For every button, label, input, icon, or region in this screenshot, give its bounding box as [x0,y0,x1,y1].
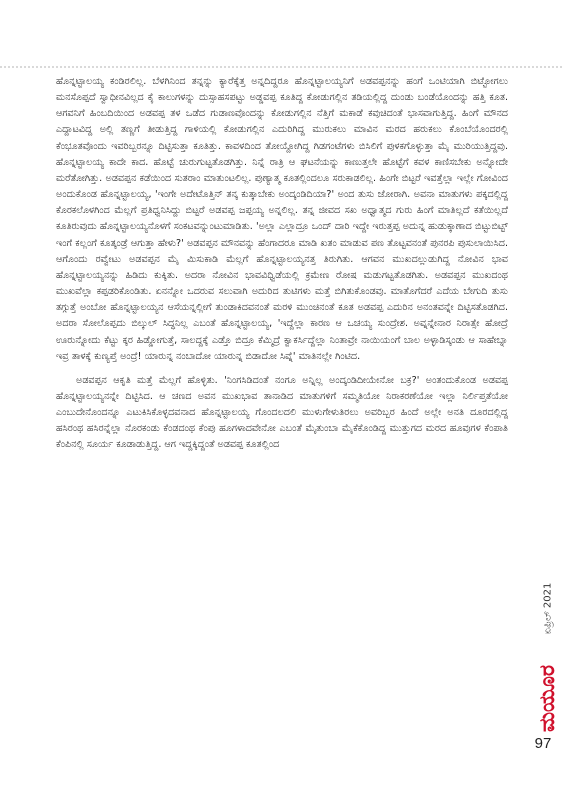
issue-date-text: ಏಪ್ರಿಲ್ 2021 [542,582,553,634]
magazine-logo [533,658,562,738]
paragraph-gap [56,365,508,373]
article-body [56,74,508,734]
magazine-logo-text: ಮಯೂರ [535,664,559,732]
page-number: 97 [534,735,552,752]
issue-date [533,560,562,656]
article-paragraph: ಹೊನ್ನಟ್ಟಾಲಯ್ಯ ಕಂಡಿರಲಿಲ್ಲ. ಬೆಳಗಿನಿಂದ ತನ್ನನ್ನು ಕ್ಯಾರೆಕ್ಕೆತ್ತ ಅನ್ನದಿದ್ದರೂ ಹೊನ್ನಟ್ಟಾಲಯ್ಯನಿಗೆ ಅಡವಪ್ಪನನ್ನು ಹಂಗೆ ಒಂಟಿಯಾಗಿ ಬಿಟ್ಟೋಗಲು ಮನಸೊಪ್ಪದೆ ಸ್ವಾಧೀನವಿಲ್ಲದ ಕೈ ಕಾಲುಗಳನ್ನು ದುಸ್ಸಾಹಸಪಟ್ಟು ಅಡ್ಡವಪ್ಪ ಕೂತಿದ್ದ ಕೋಡುಗಲ್ಲಿನ ತಡಿಯಲ್ಲಿದ್ದ ದುಂಡು ಬಂಡೆಯೊಂದನ್ನು ಹತ್ತಿ ಕೂತ. ಆಗವನಿಗೆ ಹಿಂಬದಿಯಿಂದ ಅಡವಪ್ಪ ತಳ ಒಡೆದ ಗುಡಾಣವೊಂದನ್ನು ಕೋಡುಗಲ್ಲಿನ ನೆತ್ತಿಗೆ ಮಕಾಡೆ ಕವುಚಿದಂತೆ ಭಾಸವಾಗುತ್ತಿದ್ದ. ಹಿಂಗೆ ಮೌನದ ಎದ್ದಾಟವಿದ್ದ ಅಲ್ಲಿ ತಣ್ಣಗೆ ತೀಡುತ್ತಿದ್ದ ಗಾಳಿಯಲ್ಲಿ ಕೋಡುಗಲ್ಲಿನ ಎದುರಿಗಿದ್ದ ಮುರುಕಲು ಮಾವಿನ ಮರದ ಹರುಕಲು ಕೊಂಬೆಯೊಂದರಲ್ಲಿ ಕೆಂಭೂತವೊಂದು ಇವರಿಬ್ಬರನ್ನೂ ದಿಟ್ಟಿಸುತ್ತಾ ಕೂತಿತ್ತು. ಕಾವಳದಿಂದ ತೋಯ್ದೋಗಿದ್ದ ಗಿಡಗಂಟೆಗಳು ಬಿಸಿಲಿಗೆ ಪುಳಕಗೊಳ್ಳುತ್ತಾ ಮೈ ಮುರಿಯುತ್ತಿದ್ದವು. ಹೊನ್ನಟ್ಟಾಲಯ್ಯ ಕಾದೇ ಕಾದ. ಹೊಟ್ಟೆ ಚುರುಗುಟ್ಟತೊಡಗಿತ್ತು. ನಿನ್ನೆ ರಾತ್ರಿ ಆ ಘಟನೆಯನ್ನು ಕಾಣುತ್ತಲೇ ಹೊಟ್ಟೆಗೆ ಕವಳ ಕಾಣಿಸಬೇಕು ಅನ್ನೋದೇ ಮರೆತೋಗಿತ್ತು. ಅಡವಪ್ಪನ ಕಡೆಯಿಂದ ಸುತರಾಂ ಮಾತುಂಟಲಿಲ್ಲ. ಪುಣ್ಯಾತ್ಮ ಕೂತಲ್ಲಿಂದಲೂ ಸರುಕಾಡಲಿಲ್ಲ. ಹಿಂಗೇ ಬಿಟ್ಟರೆ ಇವತ್ತೆಲ್ಲಾ ಇಲ್ಲೇ ಗೋವಿಂದ ಅಂದುಕೊಂಡ ಹೊನ್ನಟ್ಟಾಲಯ್ಯ, 'ಇಂಗೇ ಅದೇಟೊತ್ತಿನ್ ತನ್ಕ ಕುತ್ಕಾಬೇಕು ಅಂದ್ಕಂಡಿದಿಯಾ?' ಅಂದ ತುಸು ಜೋರಾಗಿ. ಅವನಾ ಮಾತುಗಳು ಪಕ್ಕದಲ್ಲಿದ್ದ ಕೊರಕಲೊಳಗಿಂದ ಮೆಲ್ಲಗೆ ಪ್ರತಿಧ್ವನಿಸಿದ್ದು ಬಿಟ್ಟರೆ ಅಡವಪ್ಪ ಜಪ್ಪಯ್ಯ ಅನ್ನಲಿಲ್ಲ. ತನ್ನ ಜೀವದ ಸಖ ಅಧ್ವಾತ್ಮದ ಗುರು ಹಿಂಗೆ ಮಾತಿಲ್ಲದೆ ಕತೆಯಿಲ್ಲದೆ ಕೂತಿರುವುದು ಹೊನ್ನಟ್ಟಾಲಯ್ಯನೊಳಗೆ ಸಂಕಟವನ್ನುಂಟುಮಾಡಿತು. 'ಅಲ್ಲಾ ಎಲ್ಲಾದ್ರೂ ಒಂದ್ ದಾರಿ ಇದ್ದೇ ಇರುತ್ತಪ್ಪ ಅದುನ್ನ ಹುಡುಕ್ಕಾಣಾದ ಬಿಟ್ಟುಬಿಟ್ಟ್ ಇಂಗೆ ಕಲ್ಲಂಗೆ ಕೂತ್ಕಂಡ್ರೆ ಆಗುತ್ತಾ ಹೇಳು?' ಅಡವಪ್ಪನ ಮೌನವನ್ನು ಹೆಂಗಾದರೂ ಮಾಡಿ ಖತಂ ಮಾಡುವ ಪಣ ತೊಟ್ಟವನಂತೆ ಪುನರಪಿ ಪುಸುಲಾಯಿಸಿದ. ಆಗೊಂದು ರವ್ವೇಟು ಅಡವಪ್ಪನ ಮೈ ಮಿಸುಕಾಡಿ ಮೆಲ್ಲಗೆ ಹೊನ್ನಟ್ಟಾಲಯ್ಯನತ್ತ ತಿರುಗಿತು. ಆಗವನ ಮುಖದಲ್ಲುಡುಗಿದ್ದ ನೋವಿನ ಭಾವ ಹೊನ್ನಟ್ಟಾಲಯ್ಯನನ್ನು ಹಿಡಿದು ಕುಕ್ಕಿತು. ಅದರಾ ನೋವಿನ ಭಾವವಿಧ್ವಿಡೆಯಲ್ಲಿ ಕ್ರಮೇಣ ರೋಷ ಮಡುಗಟ್ಟತೊಡಗಿತು. ಅಡವಪ್ಪನ ಮುಖದಂಥ ಮುಖವೆಲ್ಲಾ ಕಪ್ಪಡರಿಕೊಂಡಿತು. ಏನನ್ನೋ ಒದರುವ ಸಲುವಾಗಿ ಅದುರಿದ ತುಟಿಗಳು ಮತ್ತೆ ಬಿಗಿತುಕೊಂಡವು. ಮಾತೊಗೆದರೆ ಎದೆಯ ಬೇಗುದಿ ತುಸು ತಗ್ಗುತ್ತೆ ಅಂಬೋ ಹೊನ್ನಟ್ಟಾಲಯ್ಯನ ಆಸೆಯನ್ನಲ್ಲೀಗೆ ತುಂಡಾಕಿದವನಂತೆ ಮರಳಿ ಮುಂಚಿನಂತೆ ಕೂತ ಅಡವಪ್ಪ ಎದುರಿನ ಅನಂತವನ್ನೇ ದಿಟ್ಟಿಸತೊಡಗಿದ. ಅದರಾ ಸೋಲೊಪ್ಪದು ಬಿಲ್ಕುಲ್ ಸಿದ್ಧನಿಲ್ಲ ಎಬಂತೆ ಹೊನ್ನಟ್ಟಾಲಯ್ಯ, 'ಇದ್ದೆಲ್ಲಾ ಕಾರಣ ಆ ಒಚಯ್ಯ ಸುಂದ್ರೇಶ. ಅವ್ನನ್ನೇನಾರ ನಿರಾತ್ಸೇ ಹೋದ್ರೆ ಊರುನ್ನೋದು ಕೆಟ್ಟು ಕ್ಕರ ಹಿಡ್ಡೋಗುತ್ತೆ, ಸಾಲದ್ದಕ್ಕೆ ಎಡ್ತೊ ಬಿದ್ರೂ ಕೆಮ್ಮಿದ್ರೆ ಕ್ವಾಕರ್ಸಿದ್ದೆಲ್ಲಾ ನಿಂತಾವ್ರೇ ನಾಯಿಯಂಗೆ ಬಾಲ ಅಳ್ಳಾಡಿಸ್ಕಂಡು ಆ ಸಾಹೇಬ್ನಾ ಇವ್ರ ತಾಳಕ್ಕೆ ಕುಣ್ಯಪ್ತೆ ಅಂದ್ರೆ! ಯಾರುನ್ನ ನಂಬಾದೋ ಯಾರುನ್ನ ಬಿಡಾದೋ ಸಿವ್ನೆ' ಮಾತಿನಲ್ಲೇ ಗಿಂಟಿದ. [56,76,508,362]
article-paragraph: ಅಡವಪ್ಪನ ಆಕೃತಿ ಮತ್ತೆ ಮೆಲ್ಲಗೆ ಹೊಳ್ಳಿತು. 'ನಿಂಗಸಿಡಿದಂತೆ ನಂಗೂ ಅನ್ನಿಲ್ಲ ಅಂದ್ಕಂಡಿದೀಯೇನೋ ಬಕ್ರ?' ಅಂತಂದುಕೊಂಡ ಅಡವಪ್ಪ ಹೊನ್ನಟ್ಟಾಲಯ್ಯನನ್ನೇ ದಿಟ್ಟಿಸಿದ. ಆ ಚಣದ ಅವನ ಮುಖಭಾವ ತಾನಾಡಿದ ಮಾತುಗಳಿಗೆ ಸಮ್ಮತಿಯೋ ನಿರಾಕರಣೆಯೋ ಇಲ್ಲಾ ನಿರ್ಲಿಪ್ತತೆಯೋ ಎಂಬುದೇನೊಂದನ್ನೂ ಎಟುಕಿಸಿಕೊಳ್ಳದವನಾದ ಹೊನ್ನಟ್ಟಾಲಯ್ಯ ಗೊಂದಲದಲಿ ಮುಳುಗೇಳುತಿರಲು ಅವರಿಬ್ಬರ ಹಿಂದೆ ಅಲ್ಲೇ ಅನತಿ ದೂರದಲ್ಲಿದ್ದ ಹಸಿರಂಥ ಹಸಿರನ್ನೆಲ್ಲಾ ನೊರಕಂಡು ಕೆಂಡದಂಥ ಕೆಂಪು ಹೂಗಳಾದವೇನೋ ಎಬಂತೆ ಮೈತುಂಬಾ ಮೈಕೆಕೊಂಡಿದ್ದ ಮುತ್ತುಗದ ಮರದ ಹೂವುಗಳ ಕೆಂಪಾತಿ ಕೆಂಪಿನಲ್ಲಿ ಸೂರ್ಯ ಕೂಡಾಡುತ್ತಿದ್ದ. ಆಗ ಇದ್ದಕ್ಕಿದ್ದಂತೆ ಅಡವಪ್ಪ ಕೂತಲ್ಲಿಂದ [56,374,508,451]
header-dotted-rule [0,66,562,68]
